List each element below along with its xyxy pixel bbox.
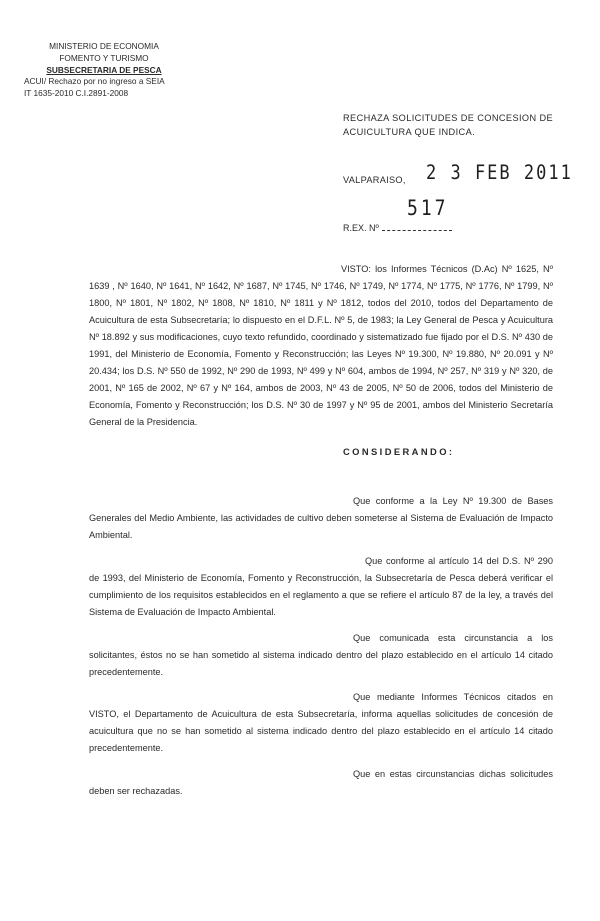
resolution-subject: RECHAZA SOLICITUDES DE CONCESION DE ACUICULTURA QUE INDICA. bbox=[343, 113, 554, 137]
considerando-paragraph-5: Que en estas circunstancias dichas solicitudes deben ser rechazadas. bbox=[89, 769, 553, 796]
ministry-name-line2: FOMENTO Y TURISMO bbox=[59, 52, 149, 63]
considerando-paragraph-4: Que mediante Informes Técnicos citados en VISTO, el Departamento de Acuicultura de esta Subsecretaría, informa aquellas solicitudes de concesión de acuicultura que no se han sometido al sistema indicado dentro del plazo establecido en el artículo 14 citado precedentemente. bbox=[89, 692, 553, 753]
considerando-paragraph-2: Que conforme al artículo 14 del D.S. Nº 290 de 1993, del Ministerio de Economía, Fomento y Reconstrucción, la Subsecretaría de Pesca deberá verificar el cumplimiento de los requisitos establecidos en el reglamento a que se refiere el artículo 87 de la ley, a través del Sistema de Evaluación de Impacto Ambiental. bbox=[89, 556, 553, 617]
considerando-paragraph-1: Que conforme a la Ley Nº 19.300 de Bases Generales del Medio Ambiente, las actividades de cultivo deben someterse al Sistema de Evaluación de Impacto Ambiental. bbox=[89, 496, 553, 540]
rex-blank-line bbox=[382, 222, 452, 231]
resolution-number-stamp: 517 bbox=[407, 195, 449, 222]
date-stamp: 2 3 FEB 2011 bbox=[426, 161, 573, 185]
reference-line-2: IT 1635-2010 C.I.2891-2008 bbox=[24, 88, 129, 99]
rex-label: R.EX. Nº bbox=[343, 223, 379, 233]
ministry-name: MINISTERIO DE ECONOMIA bbox=[49, 41, 159, 51]
considerando-heading: CONSIDERANDO: bbox=[343, 446, 455, 457]
reference-line-1: ACUI/ Rechazo por no ingreso a SEIA bbox=[24, 76, 165, 87]
letterhead bbox=[24, 41, 214, 100]
considerando-paragraph-3: Que comunicada esta circunstancia a los solicitantes, éstos no se han sometido al sistema indicado dentro del plazo establecido en el artículo 14 citado precedentemente. bbox=[89, 633, 553, 677]
visto-paragraph: VISTO: los Informes Técnicos (D.Ac) Nº 1625, Nº 1639 , Nº 1640, Nº 1641, Nº 1642, Nº 1687, Nº 1745, Nº 1746, Nº 1749, Nº 1774, Nº 1775, Nº 1776, Nº 1799, Nº 1800, Nº 1801, Nº 1802, Nº 1808, Nº 1810, Nº 1811 y Nº 1812, todos del 2010, todos del Departamento de Acuicultura de esta Subsecretaría; lo dispuesto en el D.F.L. Nº 5, de 1983; la Ley General de Pesca y Acuicultura Nº 18.892 y sus modificaciones, cuyo texto refundido, coordinado y sistematizado fue fijado por el D.S. Nº 430 de 1991, del Ministerio de Economía, Fomento y Reconstrucción; las Leyes Nº 19.300, Nº 19.880, Nº 20.091 y Nº 20.434; los D.S. Nº 550 de 1992, Nº 290 de 1993, Nº 499 y Nº 604, ambos de 1994, Nº 257, Nº 319 y Nº 320, de 2001, Nº 165 de 2002, Nº 67 y Nº 164, ambos de 2003, Nº 43 de 2005, Nº 50 de 2006, todos del Ministerio de Economía, Fomento y Reconstrucción; los D.S. Nº 30 de 1997 y Nº 95 de 2001, ambos del Ministerio Secretaría General de la Presidencia. bbox=[89, 264, 553, 427]
place-label: VALPARAISO, bbox=[343, 175, 406, 185]
rex-line bbox=[343, 222, 452, 233]
subsecretaria-name: SUBSECRETARIA DE PESCA bbox=[46, 64, 162, 75]
